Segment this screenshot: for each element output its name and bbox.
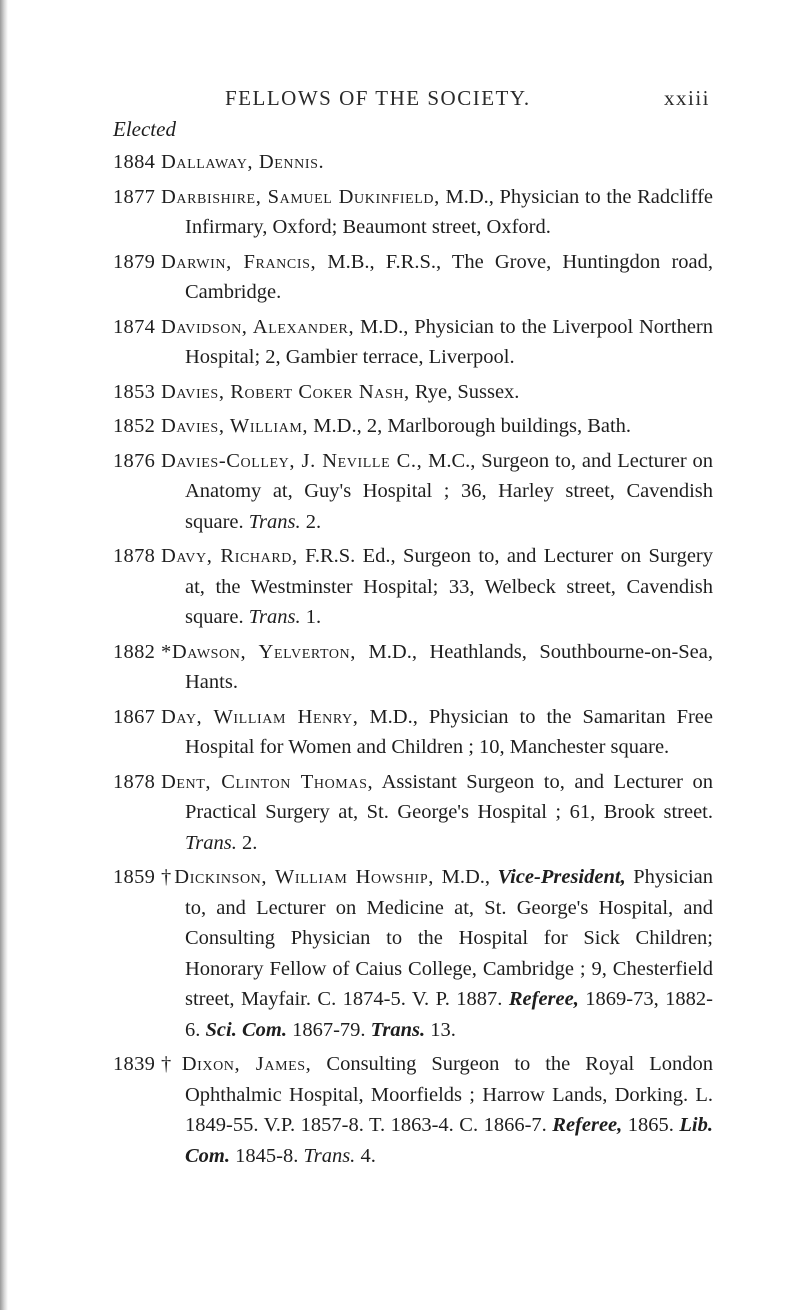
fellow-name: *Dawson, Yelverton,	[161, 640, 356, 663]
transactions-label: Trans.	[248, 606, 301, 628]
fellow-details: M.B., F.R.S., The Grove, Huntingdon road, Cambridge.	[185, 250, 713, 303]
entry-text	[161, 1049, 713, 1171]
entry-text	[161, 541, 713, 633]
election-year: 1878	[113, 770, 156, 793]
fellow-entry	[113, 767, 713, 859]
fellow-name: Davidson, Alexander,	[161, 315, 355, 338]
entry-text	[161, 637, 713, 698]
running-title: FELLOWS OF THE SOCIETY.	[225, 86, 531, 110]
fellow-entry	[113, 247, 713, 308]
entry-text	[161, 377, 713, 408]
election-year: 1882	[113, 640, 156, 663]
fellow-entry	[113, 446, 713, 538]
entry-text	[161, 312, 713, 373]
running-header	[225, 86, 710, 111]
referee-years: 1865.	[622, 1114, 680, 1136]
fellows-list	[113, 147, 713, 1175]
fellow-entry	[113, 862, 713, 1045]
fellow-entry	[113, 411, 713, 442]
fellow-details: M.D., Heathlands, Southbourne-on-Sea, Hants.	[185, 640, 713, 693]
transactions-label: Trans.	[248, 510, 301, 533]
fellow-entry	[113, 541, 713, 633]
fellow-details: M.D., Physician to the Liverpool Northern Hospital; 2, Gambier terrace, Liverpool.	[185, 315, 713, 368]
election-year: 1879	[113, 250, 156, 273]
fellow-name: Dent, Clinton Thomas,	[161, 770, 374, 793]
fellow-name: Davies, Robert Coker Nash,	[161, 380, 410, 403]
election-year: 1876	[113, 449, 156, 472]
fellow-name: Davies, William,	[161, 415, 309, 437]
library-committee-years: 1845-8.	[230, 1144, 304, 1167]
referee-years: 1869-73, 1882-6.	[185, 988, 713, 1041]
fellow-name: Darbishire, Samuel Dukinfield,	[161, 185, 440, 208]
election-year: 1884	[113, 151, 156, 173]
election-year: 1867	[113, 705, 156, 728]
transactions-label: Trans.	[370, 1018, 426, 1041]
vice-president-title: Vice-President,	[497, 866, 626, 888]
fellow-name: Davy, Richard,	[161, 545, 298, 567]
fellow-details: F.R.S. Ed., Surgeon to, and Lecturer on Surgery at, the Westminster Hospital; 33, Welbeck street, Cavendish square.	[185, 545, 713, 628]
entry-text	[161, 147, 713, 178]
fellow-details: M.D., Physician to the Radcliffe Infirmary, Oxford; Beaumont street, Oxford.	[185, 185, 713, 238]
referee-label: Referee,	[508, 988, 579, 1010]
fellow-entry	[113, 147, 713, 178]
elected-column-label: Elected	[113, 117, 176, 141]
entry-text	[161, 767, 713, 859]
election-year: 1852	[113, 415, 156, 437]
transactions-label: Trans.	[303, 1144, 356, 1167]
fellow-name: Davies-Colley, J. Neville C.,	[161, 449, 423, 472]
science-committee-label: Sci. Com.	[205, 1018, 287, 1041]
fellow-entry	[113, 377, 713, 408]
fellow-name: Dallaway, Dennis.	[161, 151, 325, 173]
entry-text	[161, 862, 713, 1045]
fellow-entry	[113, 182, 713, 243]
fellow-entry	[113, 1049, 713, 1171]
fellow-details: Consulting Surgeon to the Royal London Ophthalmic Hospital, Moorfields ; Harrow Lands, Dorking. L. 1849-55. V.P. 1857-8. T. 1863-4. C. 1866-7.	[185, 1053, 713, 1136]
election-year: 1859	[113, 866, 156, 888]
transactions-count: 4.	[355, 1144, 376, 1167]
transactions-count: 2.	[300, 510, 322, 533]
fellow-details: M.D.,	[434, 866, 498, 888]
fellow-entry	[113, 637, 713, 698]
fellow-details-continued: Physician to, and Lecturer on Medicine at, St. George's Hospital, and Consulting Physician to the Hospital for Sick Children; Honorary Fellow of Caius College, Cambridge ; 9, Chesterfield street, Mayfair. C. 1874-5. V. P. 1887.	[185, 866, 713, 1010]
election-year: 1853	[113, 380, 156, 403]
fellow-details: M.C., Surgeon to, and Lecturer on Anatomy at, Guy's Hospital ; 36, Harley street, Cavendish square.	[185, 449, 713, 533]
fellow-name: Darwin, Francis,	[161, 250, 317, 273]
entry-text	[161, 446, 713, 538]
page-number: xxiii	[663, 86, 710, 110]
transactions-count: 1.	[300, 606, 322, 628]
fellow-details: Assistant Surgeon to, and Lecturer on Practical Surgery at, St. George's Hospital ; 61, Brook street.	[185, 770, 713, 823]
fellow-name: †Dixon, James,	[161, 1053, 312, 1075]
transactions-count: 13.	[425, 1018, 456, 1041]
election-year: 1874	[113, 315, 156, 338]
election-year: 1839	[113, 1053, 156, 1075]
library-committee-label: Lib. Com.	[185, 1114, 713, 1167]
fellow-name: Day, William Henry,	[161, 705, 359, 728]
fellow-details: M.D., Physician to the Samaritan Free Hospital for Women and Children ; 10, Manchester square.	[185, 705, 714, 758]
fellow-entry	[113, 702, 713, 763]
transactions-label: Trans.	[185, 831, 237, 854]
page-edge-shadow	[0, 0, 8, 1310]
fellow-details: Rye, Sussex.	[409, 380, 520, 403]
election-year: 1877	[113, 185, 156, 208]
transactions-count: 2.	[236, 831, 258, 854]
fellow-details: M.D., 2, Marlborough buildings, Bath.	[308, 415, 632, 437]
fellow-entry	[113, 312, 713, 373]
entry-text	[161, 182, 713, 243]
referee-label: Referee,	[552, 1114, 623, 1136]
entry-text	[161, 411, 713, 442]
fellow-name: †Dickinson, William Howship,	[161, 866, 435, 888]
science-committee-years: 1867-79.	[286, 1018, 371, 1041]
entry-text	[161, 247, 713, 308]
entry-text	[161, 702, 713, 763]
election-year: 1878	[113, 545, 156, 567]
